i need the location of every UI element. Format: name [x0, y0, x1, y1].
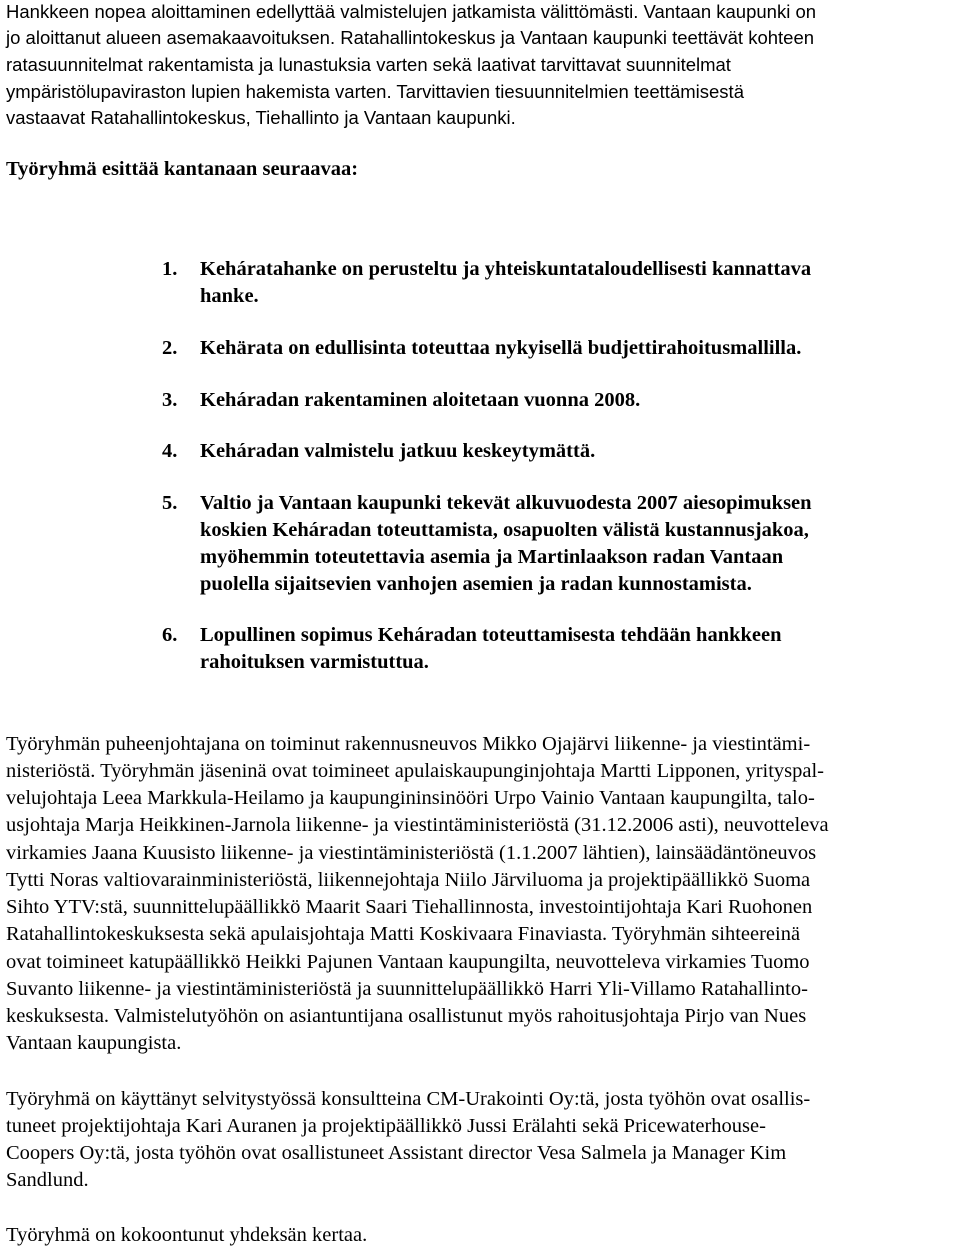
- members-line: virkamies Jaana Kuusisto liikenne- ja viestintäministeriöstä (1.1.2007 lähtien), lainsäädäntöneuvos: [6, 842, 817, 864]
- members-line: Sihto YTV:stä, suunnittelupäällikkö Maarit Saari Tiehallinnosta, investointijohtaja Kari Ruohonen: [6, 896, 813, 918]
- list-item-number: 2.: [162, 337, 178, 359]
- intro-line: jo aloittanut alueen asemakaavoituksen. Ratahallintokeskus ja Vantaan kaupunki teettävät kohteen: [6, 27, 815, 48]
- list-item-number: 1.: [162, 258, 178, 280]
- intro-line: vastaavat Ratahallintokeskus, Tiehallinto ja Vantaan kaupunki.: [6, 107, 516, 128]
- members-line: Työryhmän puheenjohtajana on toiminut rakennusneuvos Mikko Ojajärvi liikenne- ja viestintämi-: [6, 733, 811, 755]
- list-item-text: Kehärata on edullisinta toteuttaa nykyisellä budjettirahoitusmallilla.: [200, 337, 802, 359]
- members-line: ovat toimineet katupäällikkö Heikki Pajunen Vantaan kaupungilta, neuvotteleva virkamies Tuomo: [6, 951, 810, 973]
- intro-line: ympäristölupaviraston lupien hakemista varten. Tarvittavien tiesuunnitelmien teettämisestä: [6, 81, 744, 102]
- list-item-text: myöhemmin toteutettavia asemia ja Martinlaakson radan Vantaan: [200, 546, 784, 568]
- list-item-text: puolella sijaitsevien vanhojen asemien ja radan kunnostamista.: [200, 573, 752, 595]
- members-line: keskuksesta. Valmistelutyöhön on asiantuntijana osallistunut myös rahoitusjohtaja Pirjo van Nues: [6, 1005, 807, 1027]
- list-item-number: 6.: [162, 624, 178, 646]
- members-line: Vantaan kaupungista.: [6, 1032, 182, 1054]
- members-line: Tytti Noras valtiovarainministeriöstä, liikennejohtaja Niilo Järviluoma ja projektipäällikkö Suoma: [6, 869, 811, 891]
- members-line: Suvanto liikenne- ja viestintäministeriöstä ja suunnittelupäällikkö Harri Yli-Villamo Ratahallinto-: [6, 978, 808, 1000]
- meetings-line: Työryhmä on kokoontunut yhdeksän kertaa.: [6, 1224, 368, 1246]
- consultants-line: Työryhmä on käyttänyt selvitystyössä konsultteina CM-Urakointi Oy:tä, josta työhön ovat osallis-: [6, 1088, 811, 1110]
- members-line: nisteriöstä. Työryhmän jäseninä ovat toimineet apulaiskaupunginjohtaja Martti Lipponen, yrityspal-: [6, 760, 825, 782]
- list-item-number: 5.: [162, 492, 178, 514]
- list-item-number: 4.: [162, 440, 178, 462]
- list-item-text: Lopullinen sopimus Keháradan toteuttamisesta tehdään hankkeen: [200, 624, 782, 646]
- list-item-text: Valtio ja Vantaan kaupunki tekevät alkuvuodesta 2007 aiesopimuksen: [200, 492, 812, 514]
- proposal-heading: Työryhmä esittää kantanaan seuraavaa:: [6, 158, 359, 180]
- intro-line: Hankkeen nopea aloittaminen edellyttää valmistelujen jatkamista välittömästi. Vantaan kaupunki on: [6, 1, 817, 22]
- consultants-line: Sandlund.: [6, 1169, 89, 1191]
- members-line: velujohtaja Leea Markkula-Heilamo ja kaupungininsinööri Urpo Vainio Vantaan kaupungilta, talo-: [6, 787, 815, 809]
- members-line: usjohtaja Marja Heikkinen-Jarnola liikenne- ja viestintäministeriöstä (31.12.2006 asti), neuvotteleva: [6, 814, 829, 836]
- list-item-text: Keháratahanke on perusteltu ja yhteiskuntataloudellisesti kannattava: [200, 258, 812, 280]
- intro-line: ratasuunnitelmat rakentamista ja lunastuksia varten sekä laativat tarvittavat suunnitelmat: [6, 54, 731, 75]
- list-item-text: Keháradan valmistelu jatkuu keskeytymättä.: [200, 440, 596, 462]
- consultants-line: Coopers Oy:tä, josta työhön ovat osallistuneet Assistant director Vesa Salmela ja Manager Kim: [6, 1142, 787, 1164]
- list-item-number: 3.: [162, 389, 178, 411]
- list-item-text: hanke.: [200, 285, 259, 307]
- list-item-text: Keháradan rakentaminen aloitetaan vuonna 2008.: [200, 389, 641, 411]
- list-item-text: rahoituksen varmistuttua.: [200, 651, 429, 673]
- consultants-line: tuneet projektijohtaja Kari Auranen ja projektipäällikkö Jussi Erälahti sekä Pricewaterhouse-: [6, 1115, 766, 1137]
- members-line: Ratahallintokeskuksesta sekä apulaisjohtaja Matti Koskivaara Finaviasta. Työryhmän sihteereinä: [6, 923, 801, 945]
- list-item-text: koskien Keháradan toteuttamista, osapuolten välistä kustannusjakoa,: [200, 519, 809, 541]
